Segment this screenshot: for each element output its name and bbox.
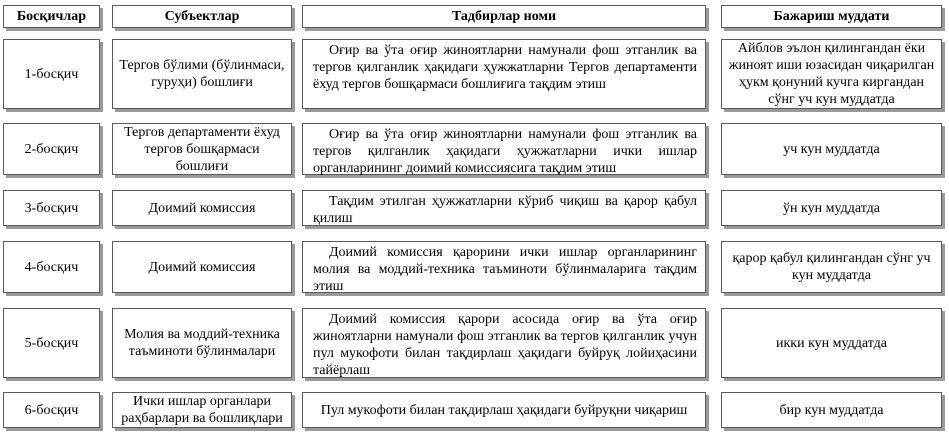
deadline-cell: қарор қабул қилингандан сўнг уч кун муддатда — [721, 241, 942, 293]
subject-cell: Молия ва моддий-техника таъминоти бўлинмалари — [112, 308, 292, 378]
subject-cell: Доимий комиссия — [112, 190, 292, 226]
stage-cell: 1-босқич — [3, 39, 100, 109]
deadline-cell: ўн кун муддатда — [721, 190, 942, 226]
header-subject: Субъектлар — [112, 5, 292, 28]
deadline-cell: уч кун муддатда — [721, 123, 942, 175]
stage-cell: 6-босқич — [3, 392, 100, 428]
subject-cell: Тергов департаменти ёхуд тергов бошқармаси бошлиғи — [112, 123, 292, 175]
action-cell: Пул мукофоти билан тақдирлаш ҳақидаги буйруқни чиқариш — [302, 392, 706, 428]
header-deadline: Бажариш муддати — [721, 5, 942, 28]
deadline-cell: Айблов эълон қилингандан ёки жиноят иши юзасидан чиқарилган ҳукм қонуний кучга киргандан сўнг уч кун муддатда — [721, 39, 942, 109]
deadline-cell: икки кун муддатда — [721, 308, 942, 378]
subject-cell: Доимий комиссия — [112, 241, 292, 293]
deadline-cell: бир кун муддатда — [721, 392, 942, 428]
stage-cell: 5-босқич — [3, 308, 100, 378]
stage-cell: 3-босқич — [3, 190, 100, 226]
header-stage: Босқичлар — [3, 5, 100, 28]
subject-cell: Тергов бўлими (бўлинмаси, гуруҳи) бошлиғи — [112, 39, 292, 109]
stage-cell: 2-босқич — [3, 123, 100, 175]
subject-cell: Ички ишлар органлари раҳбарлари ва бошлиқлари — [112, 392, 292, 428]
action-cell: Оғир ва ўта оғир жиноятларни намунали фош этганлик ва тергов қилганлик ҳақидаги ҳужжатларни Тергов департаменти ёхуд тергов бошқармаси бошлиғига тақдим этиш — [302, 39, 706, 109]
action-cell: Доимий комиссия қарорини ички ишлар органларининг молия ва моддий-техника таъминоти бўлинмаларига тақдим этиш — [302, 241, 706, 293]
header-action: Тадбирлар номи — [302, 5, 706, 28]
action-cell: Тақдим этилган ҳужжатларни кўриб чиқиш ва қарор қабул қилиш — [302, 190, 706, 226]
action-cell: Доимий комиссия қарори асосида оғир ва ўта оғир жиноятларни намунали фош этганлик ва тергов қилганлик учун пул мукофоти билан тақдирлаш ҳақидаги буйруқ лойиҳасини тайёрлаш — [302, 308, 706, 378]
action-cell: Оғир ва ўта оғир жиноятларни намунали фош этганлик ва тергов қилганлик ҳақидаги ҳужжатларни ички ишлар органларининг доимий комиссиясига тақдим этиш — [302, 123, 706, 175]
stage-cell: 4-босқич — [3, 241, 100, 293]
